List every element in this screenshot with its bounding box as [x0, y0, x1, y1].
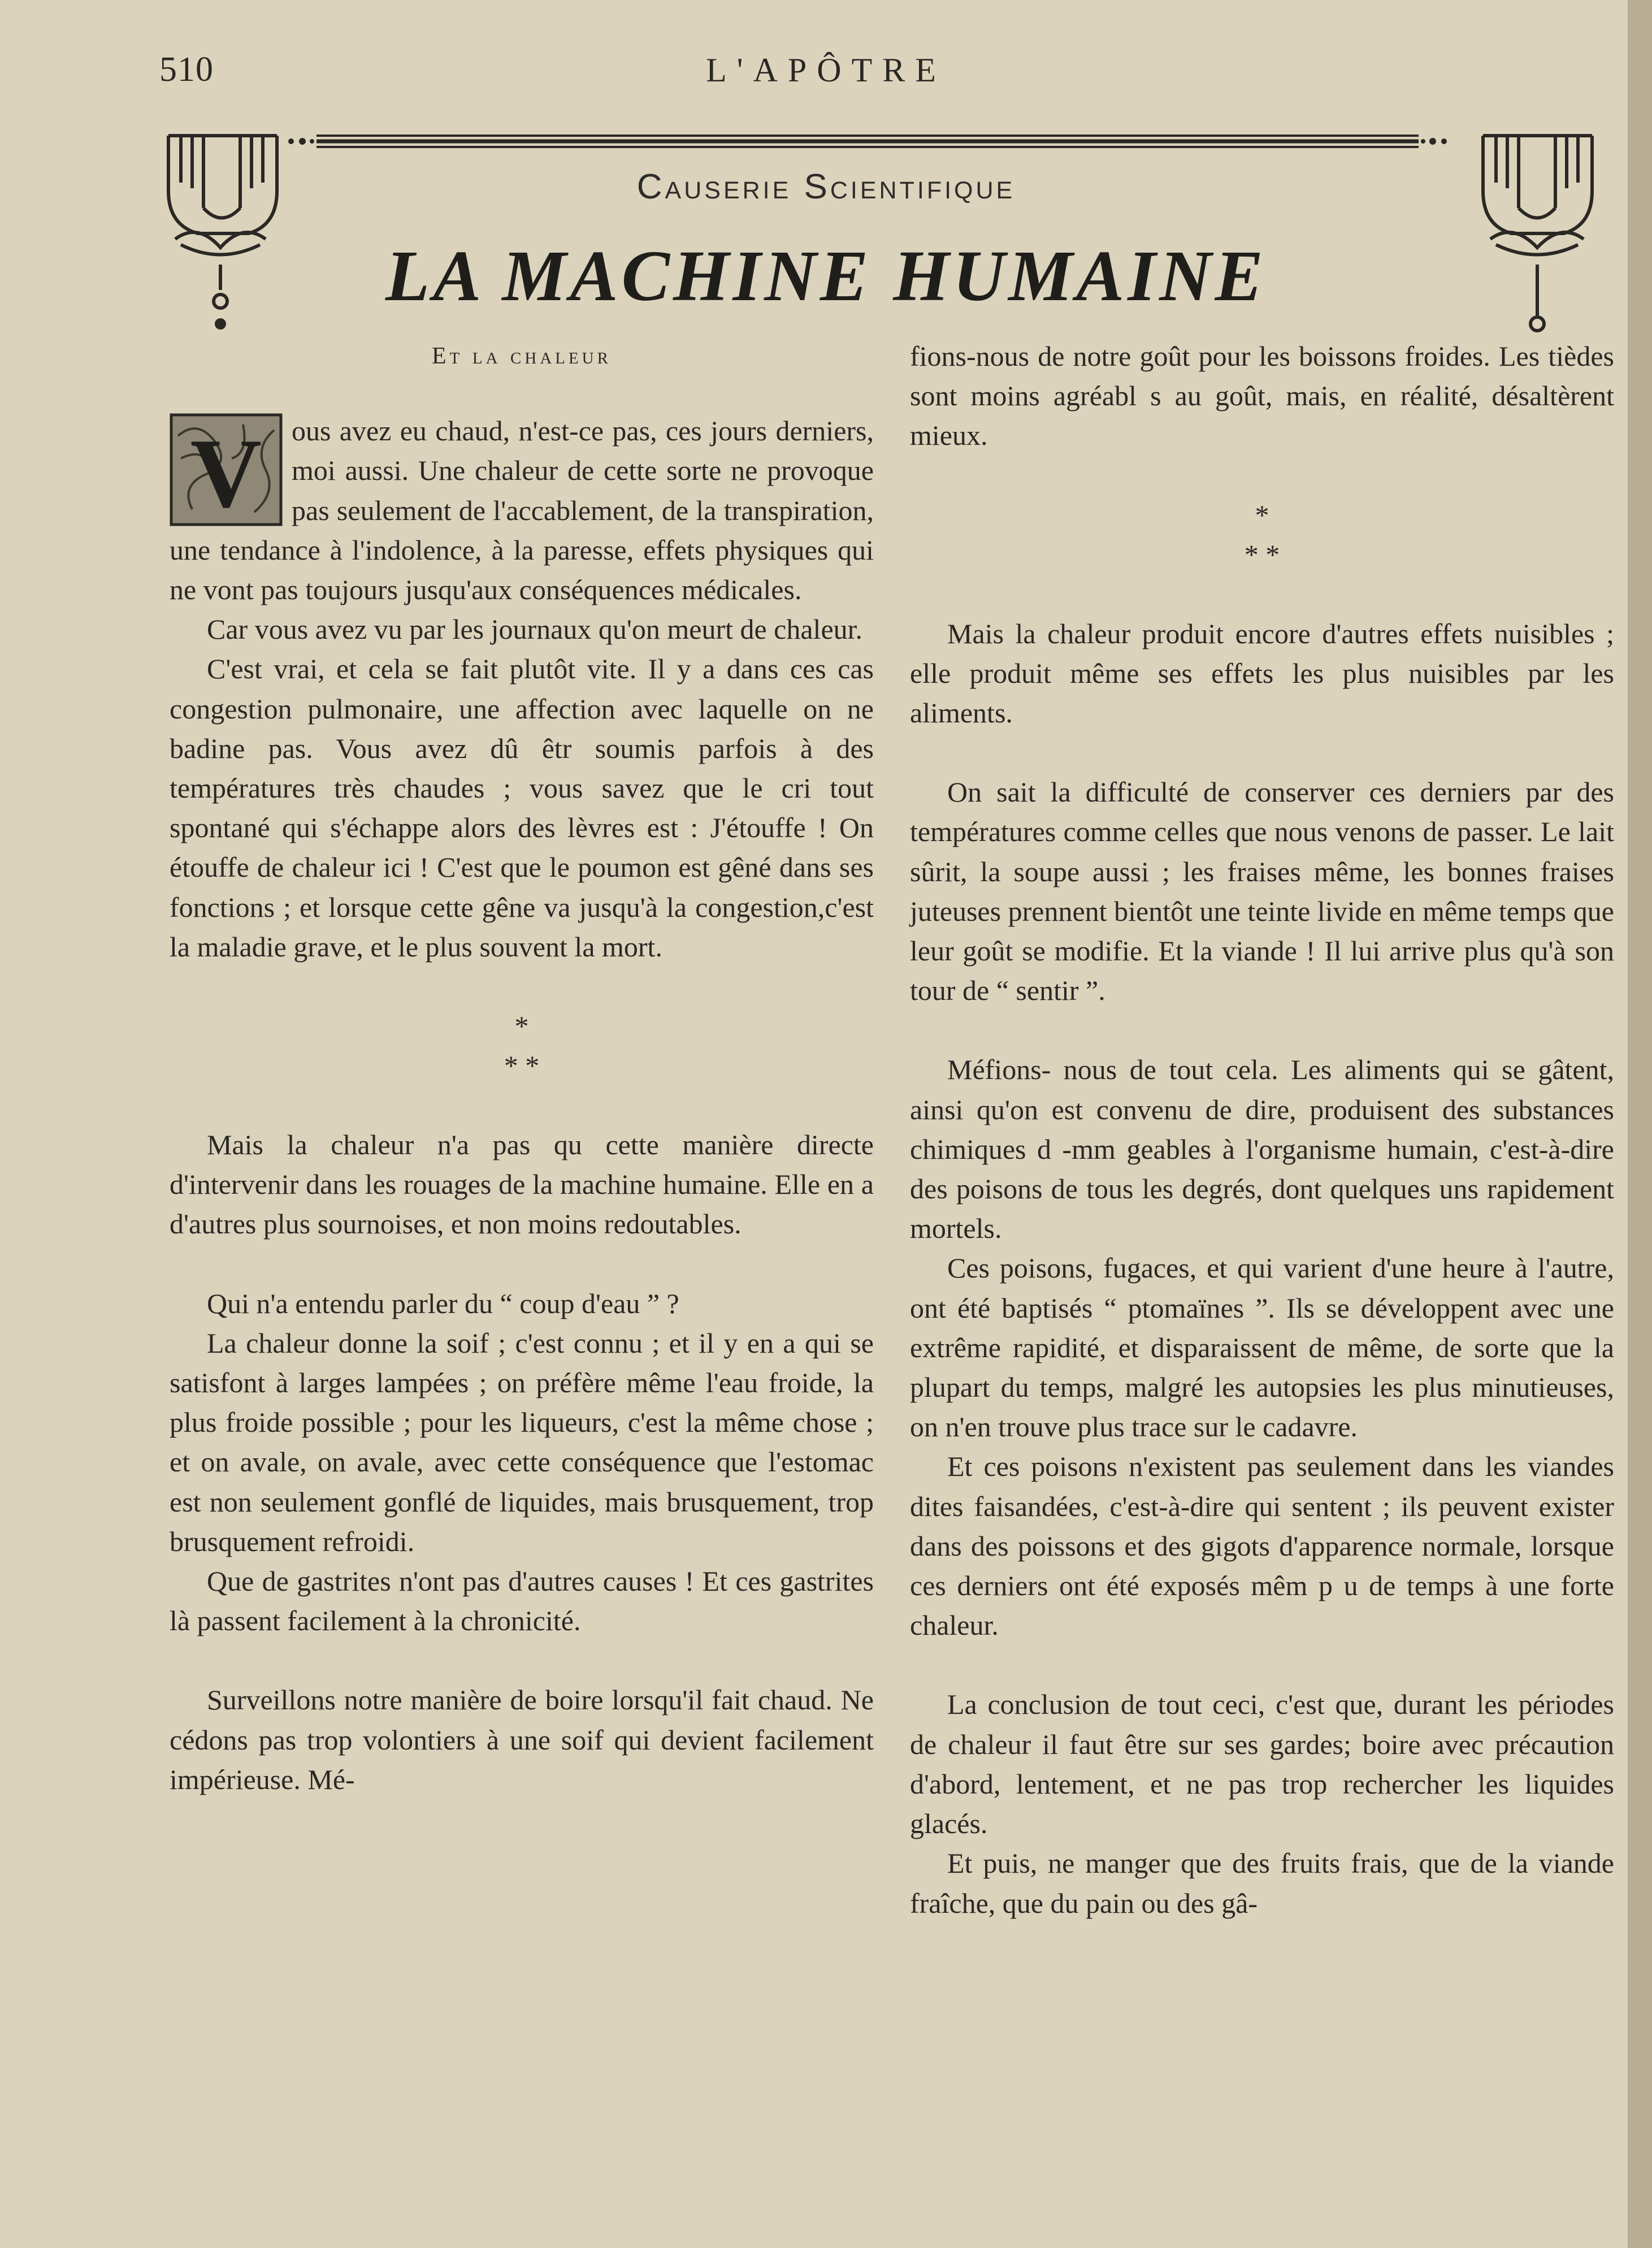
paragraph: fions-nous de notre goût pour les boissons froides. Les tièdes sont moins agréabl s au goût, mais, en réalité, désaltèrent mieux.	[910, 340, 1614, 452]
paragraph: Mais la chaleur produit encore d'autres effets nuisibles ; elle produit même ses effets les plus nuisibles par les aliments.	[910, 617, 1614, 729]
dropcap	[170, 413, 283, 526]
paragraph: Qui n'a entendu parler du “ coup d'eau ” ?	[207, 1287, 679, 1319]
paragraph: Et puis, ne manger que des fruits frais, que de la viande fraîche, que du pain ou des gâ-	[910, 1847, 1614, 1919]
paragraph: C'est vrai, et cela se fait plutôt vite. Il y a dans ces cas congestion pulmonaire, une affection avec laquelle on ne badine pas. Vous avez dû êtr soumis parfois à des températures très chaudes ; vous savez que le cri tout spontané qui s'échappe alors des lèvres est : J'étouffe ! On étouffe de chaleur ici ! C'est que le poumon est gêné dans ses fonctions ; et lorsque cette gêne va jusqu'à la congestion,c'est la maladie grave, et le plus souvent la mort.	[170, 653, 874, 963]
page-number: 510	[159, 50, 214, 89]
left-column	[170, 336, 874, 1799]
section-kicker: Causerie Scientifique	[636, 167, 1016, 206]
paragraph: Que de gastrites n'ont pas d'autres causes ! Et ces gastrites là passent facilement à la chronicité.	[170, 1565, 874, 1637]
separator-asterisk: *	[514, 1010, 529, 1042]
paragraph: Car vous avez vu par les journaux qu'on meurt de chaleur.	[207, 613, 863, 646]
svg-text:V: V	[190, 418, 262, 527]
right-column	[910, 336, 1614, 1923]
paragraph: La chaleur donne la soif ; c'est connu ; et il y en a qui se satisfont à larges lampées ; on préfère même l'eau froide, la plus froide possible ; pour les liqueurs, c'est la même chose ; et on avale, on avale, avec cette conséquence que l'estomac est non seulement gonflé de liquides, mais brusquement, trop brusquement refroidi.	[170, 1327, 874, 1557]
paragraph: Et ces poisons n'existent pas seulement dans les viandes dites faisandées, c'est-à-dire qui sentent ; ils peuvent exister dans des poissons et des gigots d'apparence normale, lorsque ces derniers ont été exposés mêm p u de temps à une forte chaleur.	[910, 1450, 1614, 1641]
running-head: L'APÔTRE	[706, 51, 946, 89]
separator-asterisks: * *	[1244, 538, 1280, 570]
article-subtitle: Et la chaleur	[432, 343, 612, 369]
separator-asterisks: * *	[504, 1050, 540, 1082]
paragraph: On sait la difficulté de conserver ces derniers par des températures comme celles que nous venons de passer. Le lait sûrit, la soupe aussi ; les fraises même, les bonnes fraises juteuses prennent bientôt une teinte livide en même temps que leur goût se modifie. Et la viande ! Il lui arrive plus qu'à son tour de “ sentir ”.	[910, 776, 1614, 1007]
paragraph: La conclusion de tout ceci, c'est que, durant les périodes de chaleur il faut être sur ses gardes; boire avec précaution d'abord, lentement, et ne pas trop rechercher les liquides glacés.	[910, 1688, 1614, 1840]
header-border-line	[283, 130, 1452, 150]
paragraph-intro	[170, 411, 874, 609]
paragraph: Surveillons notre manière de boire lorsqu'il fait chaud. Ne cédons pas trop volontiers à une soif qui devient facilement impérieuse. Mé-	[170, 1684, 874, 1795]
paragraph: Ces poisons, fugaces, et qui varient d'une heure à l'autre, ont été baptisés “ ptomaïnes ”. Ils se développent avec une extrême rapidité, et disparaissent de même, de sorte que la plupart du temps, malgré les autopsies les plus minutieuses, on n'en trouve plus trace sur le cadavre.	[910, 1252, 1614, 1443]
paragraph: Méfions- nous de tout cela. Les aliments qui se gâtent, ainsi qu'on est convenu de dire, produisent des substances chimiques d -mm geables à l'organisme humain, c'est-à-dire des poisons de tous les degrés, dont quelques uns rapidement mortels.	[910, 1054, 1614, 1245]
separator-asterisk: *	[1255, 499, 1269, 531]
paragraph-intro-text: ous avez eu chaud, n'est-ce pas, ces jours derniers, moi aussi. Une chaleur de cette sorte ne provoque pas seulement de l'accablement, de la transpiration, une tendance à l'indolence, à la paresse, effets physiques qui ne vont pas toujours jusqu'aux conséquences médicales.	[170, 415, 874, 606]
paragraph: Mais la chaleur n'a pas qu cette manière directe d'intervenir dans les rouages de la machine humaine. Elle en a d'autres plus sournoises, et non moins redoutables.	[170, 1129, 874, 1240]
dropcap-v-icon	[170, 413, 283, 526]
article-title: LA MACHINE HUMAINE	[385, 236, 1267, 316]
